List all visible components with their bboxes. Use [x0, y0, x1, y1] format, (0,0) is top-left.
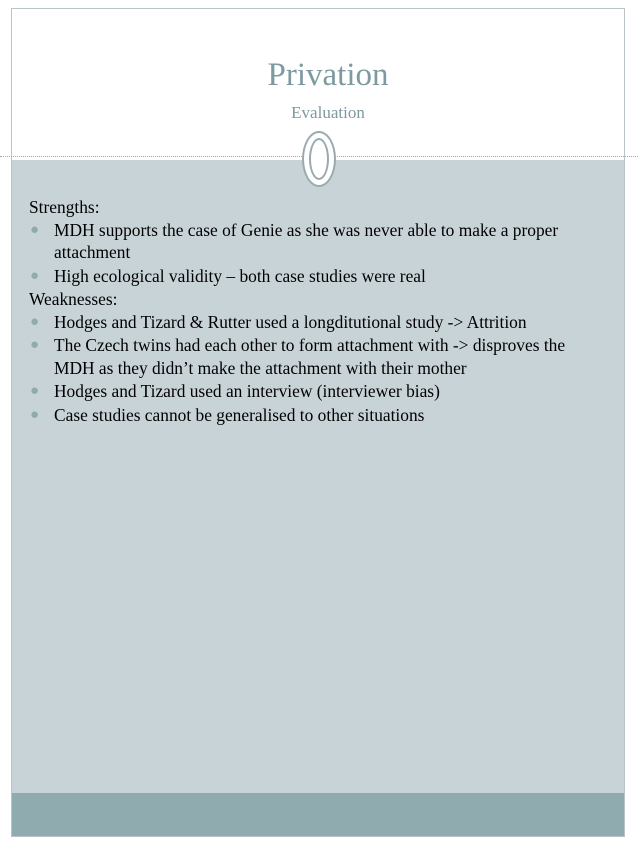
- list-item: [29, 380, 609, 403]
- bullet-icon: ●: [30, 406, 40, 423]
- bullet-icon: ●: [30, 383, 40, 399]
- bullet-icon: ●: [30, 221, 40, 238]
- oval-ornament-icon: [302, 131, 336, 187]
- list-item-text: Hodges and Tizard used an interview (interviewer bias): [54, 381, 440, 401]
- list-item: [29, 265, 609, 288]
- slide-body: [29, 196, 609, 427]
- list-item-text: MDH supports the case of Genie as she was never able to make a proper attachment: [54, 219, 559, 262]
- bullet-icon: ●: [30, 337, 40, 353]
- list-item-text: High ecological validity – both case studies were real: [54, 265, 426, 286]
- list-item: [29, 334, 609, 379]
- slide-title: Privation: [267, 57, 389, 93]
- slide-subtitle: Evaluation: [291, 103, 365, 122]
- list-item: [29, 404, 609, 427]
- list-item: [29, 311, 609, 334]
- strengths-list: [29, 219, 609, 288]
- weaknesses-heading: Weaknesses:: [29, 289, 118, 309]
- list-item-text: Case studies cannot be generalised to other situations: [54, 404, 425, 425]
- list-item-text: Hodges and Tizard & Rutter used a longditutional study -> Attrition: [54, 311, 527, 332]
- bullet-icon: ●: [30, 267, 40, 284]
- bullet-icon: ●: [30, 313, 40, 330]
- list-item-text: The Czech twins had each other to form attachment with -> disproves the MDH as they didn’t make the attachment with their mother: [54, 335, 566, 378]
- list-item: [29, 219, 609, 264]
- strengths-heading: Strengths:: [29, 197, 100, 217]
- weaknesses-list: [29, 311, 609, 427]
- oval-ornament-inner: [309, 138, 329, 180]
